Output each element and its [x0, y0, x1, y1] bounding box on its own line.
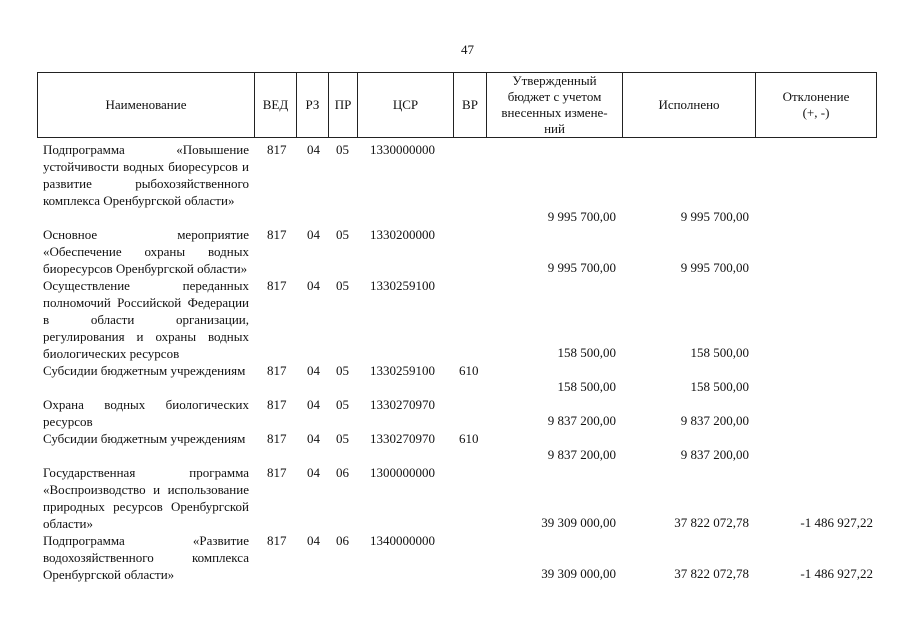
row-ved: 817 [267, 363, 287, 378]
row-rz: 04 [307, 227, 320, 242]
row-name: Осуществление переданных полномочий Российской Федерации в области организации, регулирования и охраны водных биологических ресурсов [43, 278, 249, 361]
row-csr: 1330259100 [370, 363, 435, 378]
row-rz: 04 [307, 465, 320, 480]
row-name: Охрана водных биологических ресурсов [43, 397, 249, 429]
row-csr: 1330270970 [370, 397, 435, 412]
row-pr: 06 [336, 533, 349, 548]
header-rz: РЗ [297, 73, 329, 137]
row-pr: 05 [336, 227, 349, 242]
header-ved: ВЕД [255, 73, 297, 137]
header-approved: Утвержденный бюджет с учетом внесенных измене-ний [487, 73, 623, 137]
header-pr: ПР [329, 73, 358, 137]
table-row [0, 226, 899, 277]
row-executed: 9 837 200,00 [680, 447, 749, 462]
page-number: 47 [461, 42, 474, 57]
row-approved: 39 309 000,00 [541, 515, 616, 530]
row-name: Субсидии бюджетным учреждениям [43, 431, 246, 446]
header-deviation: Отклонение (+, -) [782, 89, 850, 120]
row-executed: 37 822 072,78 [674, 515, 749, 530]
row-name: Подпрограмма «Повышение устойчивости водных биоресурсов и развитие рыбохозяйственного комплекса Оренбургской области» [43, 142, 249, 208]
row-csr: 1330259100 [370, 278, 435, 293]
row-name: Субсидии бюджетным учреждениям [43, 363, 246, 378]
row-name: Подпрограмма «Развитие водохозяйственного комплекса Оренбургской области» [43, 533, 249, 582]
row-pr: 05 [336, 278, 349, 293]
row-approved: 9 995 700,00 [547, 209, 616, 224]
row-ved: 817 [267, 465, 287, 480]
row-deviation: -1 486 927,22 [800, 515, 873, 530]
row-approved: 9 995 700,00 [547, 260, 616, 275]
row-executed: 9 995 700,00 [680, 260, 749, 275]
header-executed: Исполнено [623, 73, 756, 137]
row-rz: 04 [307, 397, 320, 412]
row-csr: 1300000000 [370, 465, 435, 480]
row-executed: 9 837 200,00 [680, 413, 749, 428]
row-executed: 158 500,00 [690, 345, 749, 360]
table-row [0, 141, 899, 226]
row-deviation: -1 486 927,22 [800, 566, 873, 581]
row-pr: 05 [336, 142, 349, 157]
row-ved: 817 [267, 278, 287, 293]
header-name: Наименование [38, 73, 255, 137]
row-executed: 9 995 700,00 [680, 209, 749, 224]
row-rz: 04 [307, 533, 320, 548]
row-csr: 1330200000 [370, 227, 435, 242]
row-ved: 817 [267, 227, 287, 242]
row-pr: 05 [336, 363, 349, 378]
row-pr: 06 [336, 465, 349, 480]
row-ved: 817 [267, 431, 287, 446]
row-approved: 9 837 200,00 [547, 413, 616, 428]
row-executed: 37 822 072,78 [674, 566, 749, 581]
table-row [0, 362, 899, 396]
table-row [0, 532, 899, 583]
row-csr: 1340000000 [370, 533, 435, 548]
row-csr: 1330000000 [370, 142, 435, 157]
row-ved: 817 [267, 533, 287, 548]
row-approved: 39 309 000,00 [541, 566, 616, 581]
row-executed: 158 500,00 [690, 379, 749, 394]
row-pr: 05 [336, 397, 349, 412]
row-approved: 9 837 200,00 [547, 447, 616, 462]
row-rz: 04 [307, 278, 320, 293]
row-approved: 158 500,00 [557, 345, 616, 360]
row-ved: 817 [267, 142, 287, 157]
row-name: Государственная программа «Воспроизводство и использование природных ресурсов Оренбургской области» [43, 465, 249, 531]
table-row [0, 396, 899, 430]
row-csr: 1330270970 [370, 431, 435, 446]
header-csr: ЦСР [358, 73, 454, 137]
table-row [0, 430, 899, 464]
row-rz: 04 [307, 431, 320, 446]
row-vr: 610 [459, 363, 479, 378]
row-name: Основное мероприятие «Обеспечение охраны водных биоресурсов Оренбургской области» [43, 227, 249, 276]
row-rz: 04 [307, 142, 320, 157]
header-vr: ВР [454, 73, 487, 137]
row-approved: 158 500,00 [557, 379, 616, 394]
row-rz: 04 [307, 363, 320, 378]
table-row [0, 464, 899, 532]
row-ved: 817 [267, 397, 287, 412]
table-row [0, 277, 899, 362]
row-vr: 610 [459, 431, 479, 446]
row-pr: 05 [336, 431, 349, 446]
